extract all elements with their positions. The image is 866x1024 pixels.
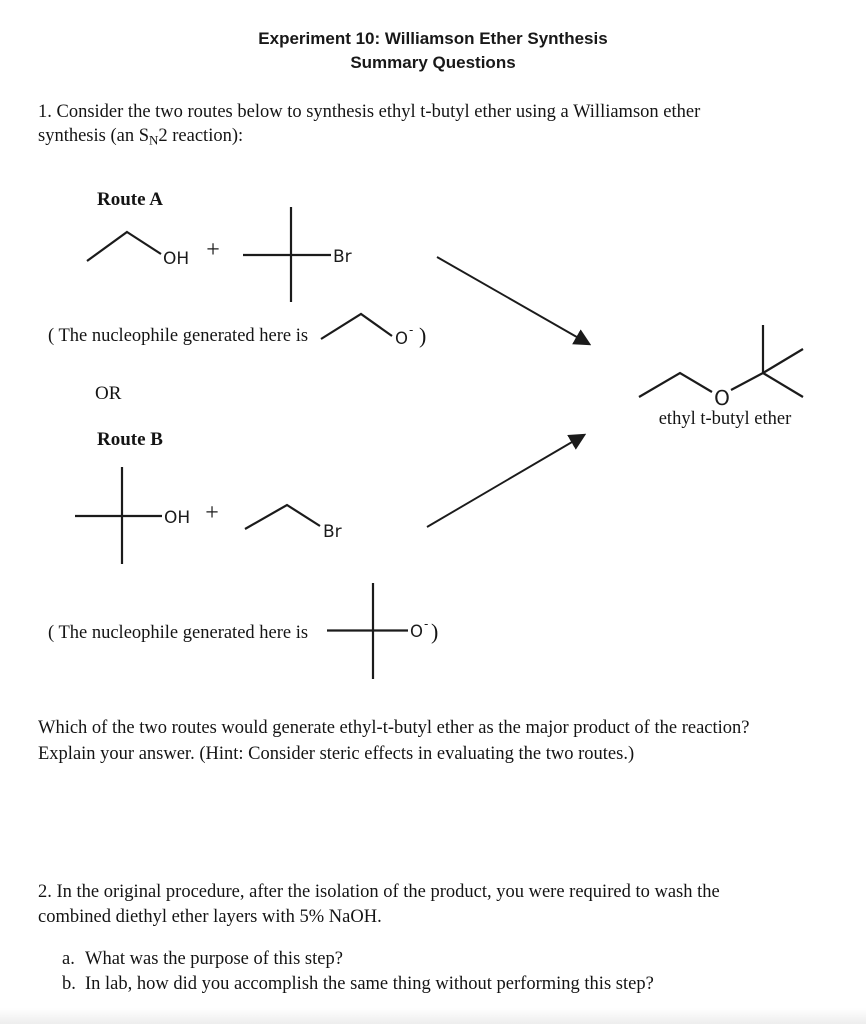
ethoxide-o-label: O (395, 329, 408, 348)
followup-line2: Explain your answer. (Hint: Consider steric effects in evaluating the two routes.) (38, 744, 635, 764)
list-item-b-marker: b. (62, 974, 76, 994)
route-b-label: Route B (97, 429, 163, 450)
question-2-line1: 2. In the original procedure, after the isolation of the product, you were required to wash the (38, 882, 720, 902)
ethyl-tbutyl-ether-structure (639, 325, 803, 410)
or-divider-label: OR (95, 383, 122, 404)
question-2-line2: combined diethyl ether layers with 5% NaOH. (38, 907, 382, 927)
tbutoxide-o-label: O (410, 622, 423, 641)
tbutoxide-structure (327, 583, 428, 679)
product-caption: ethyl t-butyl ether (658, 409, 792, 429)
ethyl-bromide-br-label: Br (323, 522, 342, 542)
route-a-close-paren: ) (419, 323, 427, 348)
ethoxide-structure (321, 314, 413, 348)
question-2-text (38, 880, 720, 930)
tbutoxide-charge-label: - (424, 617, 429, 631)
route-b-plus-sign: + (205, 500, 219, 526)
route-a-plus-sign: + (206, 237, 220, 263)
question-1-followup (38, 715, 749, 767)
question-2-sublist (62, 947, 654, 997)
ether-o-label: O (714, 386, 730, 410)
tbutyl-bromide-structure (243, 207, 352, 302)
document-title-line2: Summary Questions (350, 53, 516, 72)
list-item (62, 972, 654, 997)
route-a-reaction-arrow (437, 257, 589, 344)
list-item-a-marker: a. (62, 949, 75, 969)
tbutanol-oh-label: OH (164, 508, 191, 528)
sn2-subscript: N (149, 132, 159, 148)
route-a-label: Route A (97, 189, 163, 210)
route-b-close-paren: ) (431, 619, 439, 644)
tbutanol-structure (75, 467, 190, 564)
question-1-text (38, 100, 700, 148)
list-item-a-text: What was the purpose of this step? (85, 949, 343, 969)
list-item-b-text: In lab, how did you accomplish the same thing without performing this step? (85, 974, 654, 994)
document-title-line1: Experiment 10: Williamson Ether Synthesis (258, 29, 608, 48)
ethyl-bromide-structure (245, 505, 342, 542)
question-1-line2 (38, 124, 700, 148)
ethanol-oh-label: OH (163, 249, 190, 269)
route-b-reaction-arrow (427, 435, 584, 527)
question-1-line1: 1. Consider the two routes below to synthesis ethyl t-butyl ether using a Williamson ether (38, 102, 701, 122)
document-title (0, 27, 866, 75)
question-1-line2-suffix: 2 reaction): (158, 126, 244, 146)
list-item (62, 947, 654, 972)
route-b-nucleophile-caption: ( The nucleophile generated here is (48, 623, 309, 643)
route-a-nucleophile-caption: ( The nucleophile generated here is (48, 326, 309, 346)
tbutyl-bromide-br-label: Br (333, 247, 352, 267)
followup-line1: Which of the two routes would generate ethyl-t-butyl ether as the major product of the reaction? (38, 718, 750, 738)
ethanol-structure (87, 232, 189, 269)
ethoxide-charge-label: - (409, 323, 414, 337)
question-1-line2-prefix: synthesis (an S (38, 126, 149, 146)
